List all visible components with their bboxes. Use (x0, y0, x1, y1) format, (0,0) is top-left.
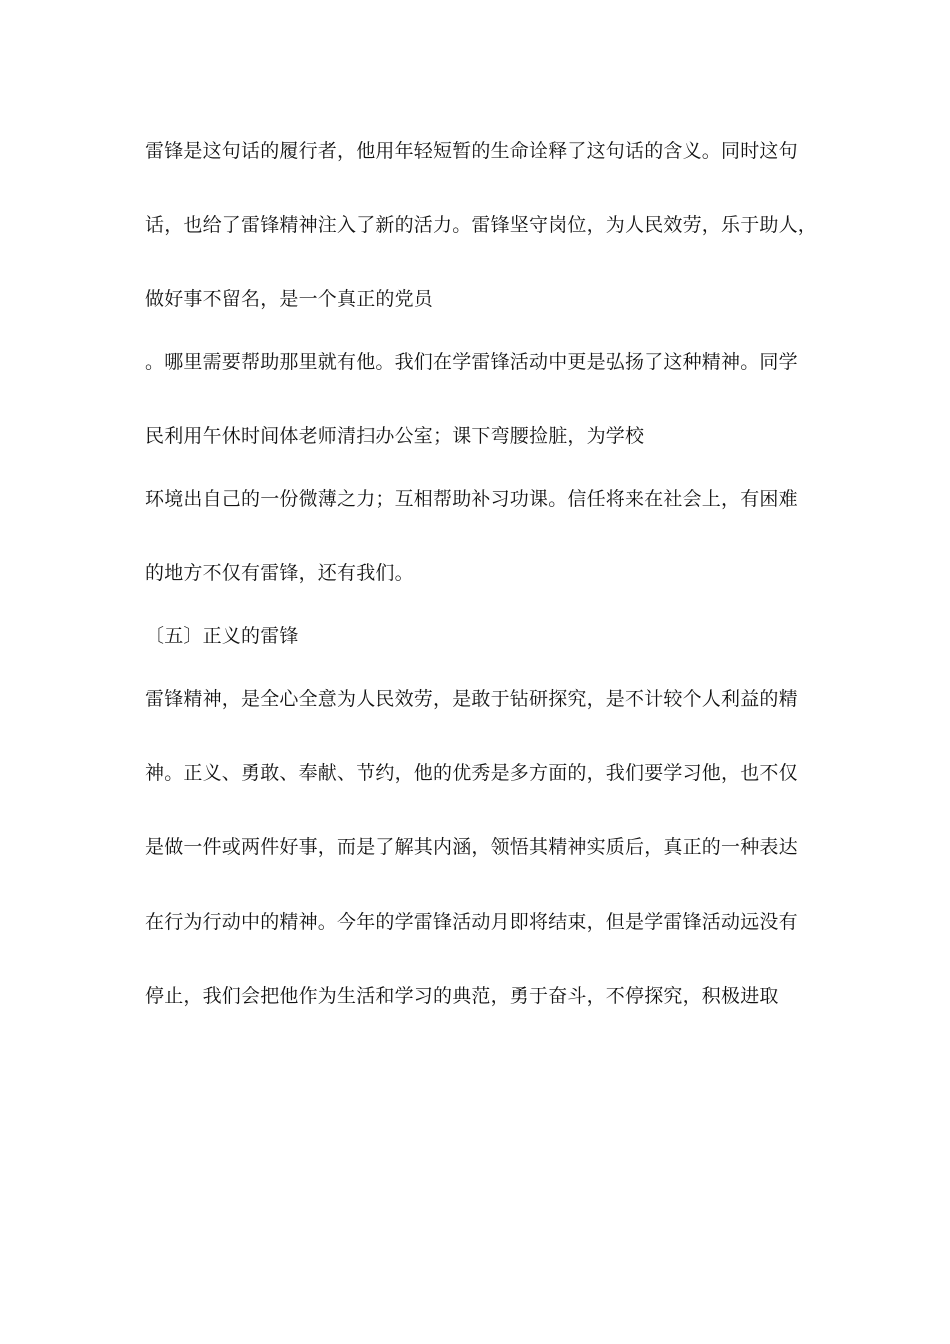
paragraph-line: 民利用午休时间体老师清扫办公室；课下弯腰捡脏，为学校 (145, 425, 645, 447)
paragraph-line: 停止，我们会把他作为生活和学习的典范，勇于奋斗，不停探究，积极进取 (145, 985, 779, 1007)
section-heading: 〔五〕正义的雷锋 (145, 625, 299, 647)
paragraph-line: 环境出自己的一份微薄之力；互相帮助补习功课。信任将来在社会上，有困难 (145, 488, 798, 510)
paragraph-line: 神。正义、勇敢、奉献、节约，他的优秀是多方面的，我们要学习他，也不仅 (145, 762, 798, 784)
paragraph-line: 在行为行动中的精神。今年的学雷锋活动月即将结束，但是学雷锋活动远没有 (145, 911, 798, 933)
paragraph-line: 做好事不留名，是一个真正的党员 (145, 288, 434, 310)
paragraph-line: 。哪里需要帮助那里就有他。我们在学雷锋活动中更是弘扬了这种精神。同学 (145, 351, 798, 373)
paragraph-line: 雷锋精神，是全心全意为人民效劳，是敢于钻研探究，是不计较个人利益的精 (145, 688, 798, 710)
paragraph-line: 的地方不仅有雷锋，还有我们。 (145, 562, 414, 584)
paragraph-line: 话，也给了雷锋精神注入了新的活力。雷锋坚守岗位，为人民效劳，乐于助人， (145, 214, 818, 236)
paragraph-line: 雷锋是这句话的履行者，他用年轻短暂的生命诠释了这句话的含义。同时这句 (145, 140, 798, 162)
paragraph-line: 是做一件或两件好事，而是了解其内涵，领悟其精神实质后，真正的一种表达 (145, 836, 798, 858)
